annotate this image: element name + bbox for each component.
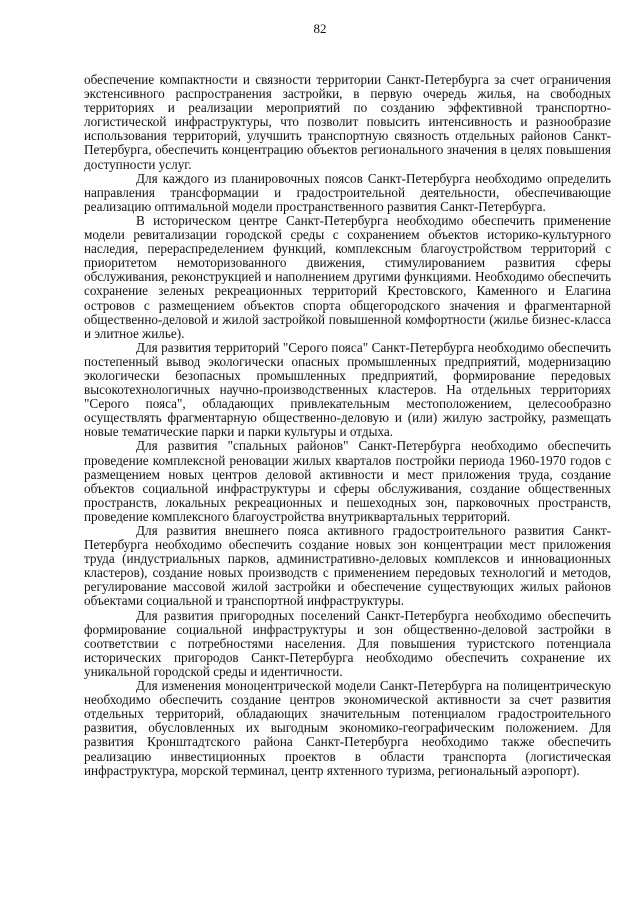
paragraph-historic-center: В историческом центре Санкт-Петербурга необходимо обеспечить применение модели ревитализации городской среды с сохранением объектов историко-культурного наследия, перераспределением функций, комплексным благоустройством территорий с приоритетом немоторизованного движения, стимулированием развития сферы обслуживания, реконструкцией и наполнением другими функциями. Необходимо обеспечить сохранение зеленых рекреационных территорий Крестовского, Каменного и Елагина островов с размещением объектов спорта общегородского значения и фрагментарной общественно-деловой и жилой застройкой повышенной комфортности (жилье бизнес-класса и элитное жилье). <box>84 212 611 341</box>
paragraph-grey-belt: Для развития территорий "Серого пояса" Санкт-Петербурга необходимо обеспечить постепенный вывод экологически опасных промышленных предприятий, модернизацию экологически безопасных промышленных предприятий, формирование передовых высокотехнологичных научно-производственных кластеров. На отдельных территориях "Серого пояса", обладающих привлекательным местоположением, целесообразно осуществлять фрагментарную общественно-деловую и (или) жилую застройку, размещать новые тематические парки и парки культуры и отдыха. <box>84 339 611 440</box>
document-body <box>84 73 611 778</box>
paragraph-polycentric-model: Для изменения моноцентрической модели Санкт-Петербурга на полицентрическую необходимо обеспечить создание центров экономической активности за счет развития отдельных территорий, обладающих значительным потенциалом градостроительного развития, обусловленных их выгодным экономико-географическим положением. Для развития Кронштадтского района Санкт-Петербурга необходимо также обеспечить реализацию инвестиционных проектов в области транспорта (логистическая инфраструктура, морской терминал, центр яхтенного туризма, региональный аэропорт). <box>84 678 611 778</box>
paragraph-continuation: обеспечение компактности и связности территории Санкт-Петербурга за счет ограничения экстенсивного распространения застройки, в первую очередь жилья, на свободных территориях и реализации мероприятий по созданию эффективной транспортно-логистической инфраструктуры, что позволит повысить интенсивность и разнообразие использования территорий, улучшить транспортную связность отдельных районов Санкт-Петербурга, обеспечить концентрацию объектов регионального значения в целях повышения доступности услуг. <box>84 72 611 172</box>
paragraph-sleeping-districts: Для развития "спальных районов" Санкт-Петербурга необходимо обеспечить проведение комплексной реновации жилых кварталов постройки периода 1960-1970 годов с размещением новых центров деловой активности и мест приложения труда, создание объектов социальной инфраструктуры и сферы обслуживания, создание общественных пространств, локальных рекреационных и пешеходных зон, парковочных пространств, проведение комплексного благоустройства внутриквартальных территорий. <box>84 438 611 524</box>
paragraph-suburban-settlements: Для развития пригородных поселений Санкт-Петербурга необходимо обеспечить формирование социальной инфраструктуры и зон общественно-деловой застройки в соответствии с потребностями населения. Для повышения туристского потенциала исторических пригородов Санкт-Петербурга необходимо обеспечить сохранение их уникальной городской среды и идентичности. <box>84 607 611 679</box>
paragraph-outer-belt: Для развития внешнего пояса активного градостроительного развития Санкт-Петербурга необходимо обеспечить создание новых зон концентрации мест приложения труда (индустриальных парков, административно-деловых комплексов и инновационных кластеров), создание новых производств с применением передовых технологий и методов, регулирование массовой жилой застройки и обеспечение существующих жилых районов объектами социальной и транспортной инфраструктуры. <box>84 523 611 609</box>
page-number: 82 <box>313 21 327 36</box>
paragraph-planning-belts: Для каждого из планировочных поясов Санкт-Петербурга необходимо определить направления трансформации и градостроительной деятельности, обеспечивающие реализацию оптимальной модели пространственного развития Санкт-Петербурга. <box>84 170 611 214</box>
